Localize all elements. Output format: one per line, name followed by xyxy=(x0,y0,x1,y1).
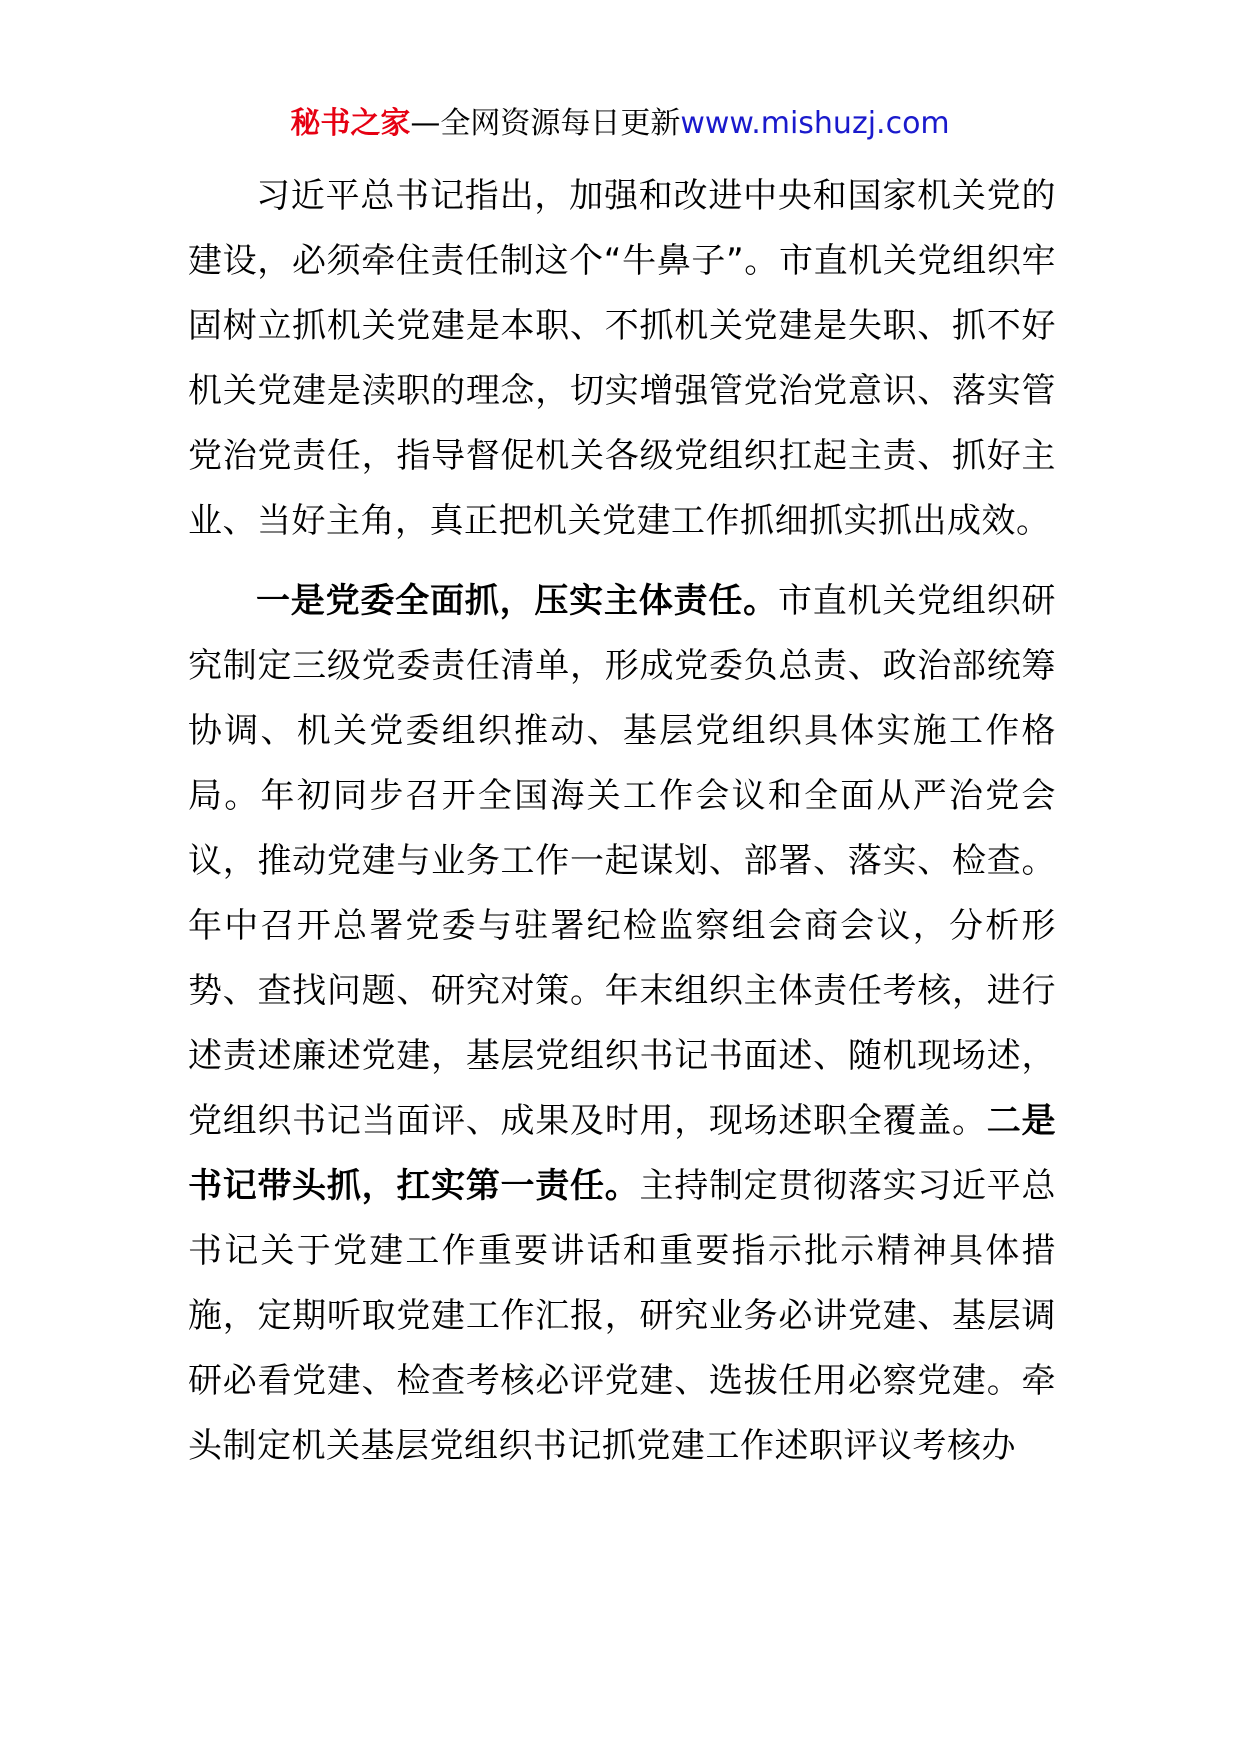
paragraph-responsibilities xyxy=(188,569,1056,1479)
paragraph-lead-heading-2: 二是书记带头抓，扛实第一责任。 xyxy=(188,1101,1057,1206)
page-header xyxy=(0,102,1240,146)
paragraph-lead-heading: 一是党委全面抓，压实主体责任。 xyxy=(256,581,778,621)
header-site-link[interactable]: www.mishuzj.com xyxy=(680,106,950,141)
header-brand: 秘书之家 xyxy=(290,106,411,141)
paragraph-body-text-2: 主持制定贯彻落实习近平总书记关于党建工作重要讲话和重要指示批示精神具体措施，定期听取党建工作汇报，研究业务必讲党建、基层调研必看党建、检查考核必评党建、选拔任用必察党建。牵头制定机关基层党组织书记抓党建工作述职评议考核办 xyxy=(188,1166,1057,1466)
header-tagline: —全网资源每日更新 xyxy=(410,106,681,141)
document-body xyxy=(188,164,1056,1479)
paragraph-body-text: 市直机关党组织研究制定三级党委责任清单，形成党委负总责、政治部统筹协调、机关党委组织推动、基层党组织具体实施工作格局。年初同步召开全国海关工作会议和全面从严治党会议，推动党建与业务工作一起谋划、部署、落实、检查。年中召开总署党委与驻署纪检监察组会商会议，分析形势、查找问题、研究对策。年末组织主体责任考核，进行述责述廉述党建，基层党组织书记书面述、随机现场述，党组织书记当面评、成果及时用，现场述职全覆盖。 xyxy=(188,581,1057,1141)
paragraph-intro: 习近平总书记指出，加强和改进中央和国家机关党的建设，必须牵住责任制这个“牛鼻子”。市直机关党组织牢固树立抓机关党建是本职、不抓机关党建是失职、抓不好机关党建是渎职的理念，切实增强管党治党意识、落实管党治党责任，指导督促机关各级党组织扛起主责、抓好主业、当好主角，真正把机关党建工作抓细抓实抓出成效。 xyxy=(188,176,1056,541)
